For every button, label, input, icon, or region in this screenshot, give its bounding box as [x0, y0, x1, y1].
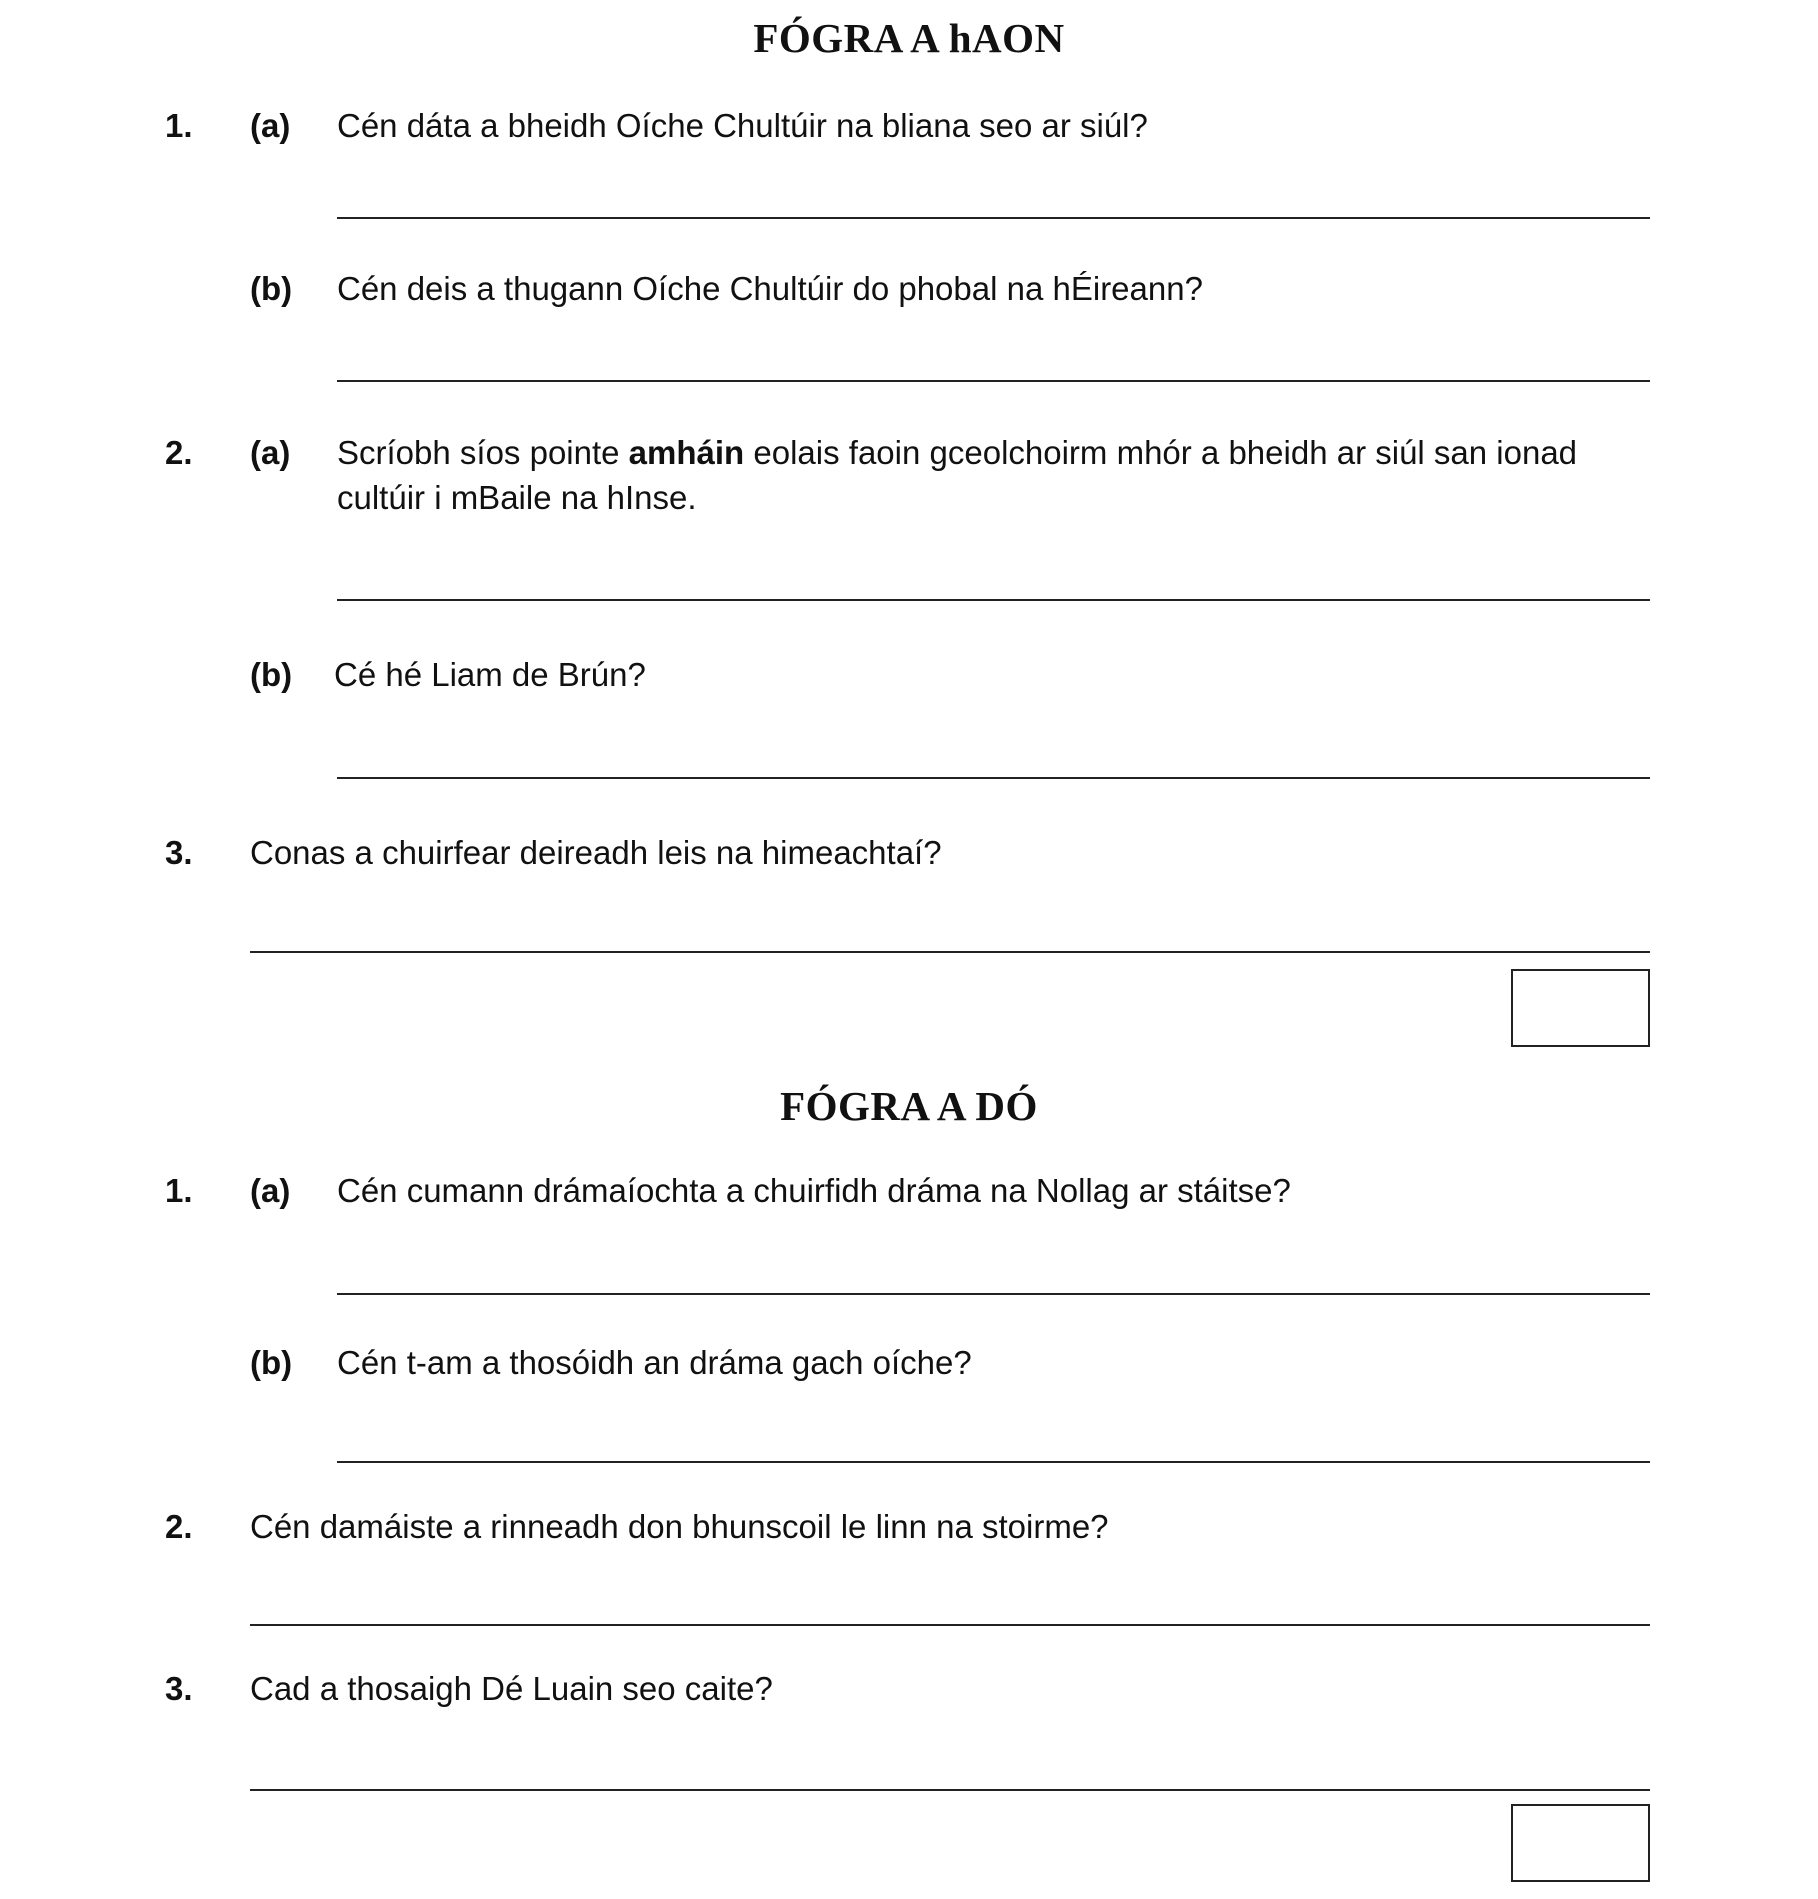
part-label: (b) [250, 270, 293, 307]
part-label: (b) [250, 1344, 293, 1381]
answer-line[interactable] [250, 1624, 1650, 1626]
question-text: Cén cumann drámaíochta a chuirfidh dráma na Nollag ar stáitse? [337, 1172, 1291, 1209]
emphasis-word: amháin [628, 434, 745, 471]
question-number: 1. [165, 107, 193, 144]
question-text: Cad a thosaigh Dé Luain seo caite? [250, 1670, 773, 1707]
section2-title: FÓGRA A DÓ [780, 1083, 1038, 1129]
answer-line[interactable] [250, 951, 1650, 953]
answer-line[interactable] [337, 380, 1650, 382]
part-label: (b) [250, 656, 293, 693]
marks-box[interactable] [1511, 1804, 1650, 1882]
part-label: (a) [250, 107, 291, 144]
question-number: 3. [165, 834, 193, 871]
part-label: (a) [250, 1172, 291, 1209]
question-text-line2: cultúir i mBaile na hInse. [337, 479, 697, 516]
answer-line[interactable] [337, 777, 1650, 779]
answer-line[interactable] [337, 217, 1650, 219]
question-text: Cén dáta a bheidh Oíche Chultúir na bliana seo ar siúl? [337, 107, 1148, 144]
question-text-start: Scríobh síos pointe [337, 434, 629, 471]
part-label: (a) [250, 434, 291, 471]
answer-line[interactable] [337, 1293, 1650, 1295]
question-text: Cén t-am a thosóidh an dráma gach oíche? [337, 1344, 972, 1381]
question-number: 2. [165, 434, 193, 471]
answer-line[interactable] [250, 1789, 1650, 1791]
question-text: Cén deis a thugann Oíche Chultúir do phobal na hÉireann? [337, 270, 1203, 307]
question-text [337, 430, 1577, 475]
section1-title: FÓGRA A hAON [753, 15, 1065, 61]
question-number: 1. [165, 1172, 193, 1209]
question-number: 3. [165, 1670, 193, 1707]
question-text: Cé hé Liam de Brún? [334, 656, 646, 693]
question-text: Cén damáiste a rinneadh don bhunscoil le linn na stoirme? [250, 1508, 1109, 1545]
marks-box[interactable] [1511, 969, 1650, 1047]
question-number: 2. [165, 1508, 193, 1545]
question-text-end: eolais faoin gceolchoirm mhór a bheidh ar siúl san ionad [744, 434, 1578, 471]
question-text: Conas a chuirfear deireadh leis na himeachtaí? [250, 834, 942, 871]
answer-line[interactable] [337, 1461, 1650, 1463]
answer-line[interactable] [337, 599, 1650, 601]
